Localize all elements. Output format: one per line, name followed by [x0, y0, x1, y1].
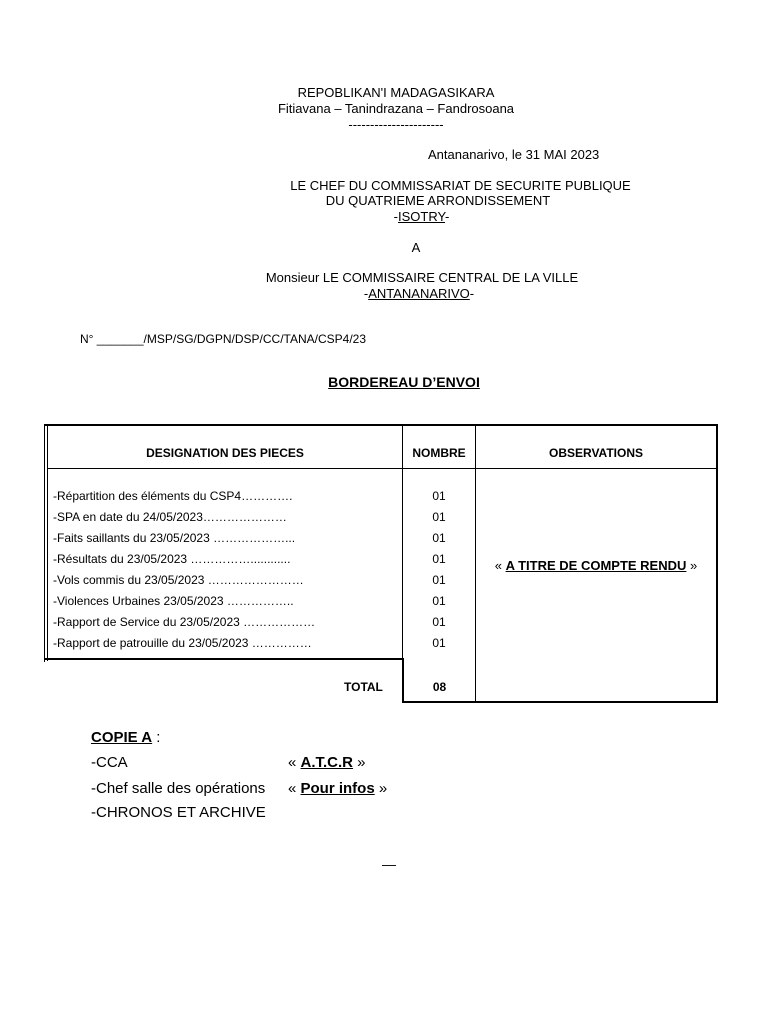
recipient-line-1: Monsieur LE COMMISSAIRE CENTRAL DE LA VILLE — [265, 270, 579, 285]
copies-title — [91, 729, 160, 746]
copy-item-label: -CHRONOS ET ARCHIVE — [91, 804, 266, 821]
copy-note-text: Pour infos — [300, 780, 375, 797]
row-nombre: 01 — [432, 594, 446, 608]
copy-note-open: « — [288, 780, 301, 797]
row-designation: -Résultats du 23/05/2023 ……………............ — [53, 552, 291, 566]
row-nombre: 01 — [432, 615, 446, 629]
total-value: 08 — [432, 680, 447, 694]
row-designation: -Vols commis du 23/05/2023 …………………… — [53, 573, 304, 587]
sender-place — [0, 209, 768, 224]
total-box-bottom — [402, 701, 718, 703]
sender-line-1: LE CHEF DU COMMISSARIAT DE SECURITE PUBLIQUE — [290, 178, 631, 193]
row-designation: -Faits saillants du 23/05/2023 ………………... — [53, 531, 296, 545]
document-title: BORDEREAU D’ENVOI — [328, 374, 480, 390]
row-nombre: 01 — [432, 489, 446, 503]
date-line: Antananarivo, le 31 MAI 2023 — [428, 147, 600, 162]
table-border-right — [716, 424, 718, 703]
table-border-top — [44, 424, 718, 426]
header-separator: ---------------------- — [348, 117, 444, 132]
row-designation: -Violences Urbaines 23/05/2023 …………….. — [53, 594, 294, 608]
header-designation: DESIGNATION DES PIECES — [146, 446, 304, 460]
row-designation: -Rapport de patrouille du 23/05/2023 …………… — [53, 636, 312, 650]
recipient-place-name: ANTANANARIVO — [368, 286, 470, 301]
footer-mark: — — [382, 856, 396, 872]
sender-line-2: DU QUATRIEME ARRONDISSEMENT — [325, 193, 551, 208]
copy-item-label: -Chef salle des opérations — [91, 780, 266, 797]
copy-note-close: » — [374, 780, 388, 797]
copy-item-note — [288, 754, 366, 771]
row-nombre: 01 — [432, 510, 446, 524]
national-motto: Fitiavana – Tanindrazana – Fandrosoana — [277, 101, 515, 116]
row-nombre: 01 — [432, 573, 446, 587]
to-word: A — [411, 240, 421, 255]
sender-place-suffix: - — [444, 209, 450, 224]
observation-text: A TITRE DE COMPTE RENDU — [505, 558, 687, 573]
total-label: TOTAL — [344, 680, 383, 694]
header-nombre: NOMBRE — [412, 446, 466, 460]
observation-open-quote: « — [494, 558, 506, 573]
reference-number: N° _______/MSP/SG/DGPN/DSP/CC/TANA/CSP4/23 — [80, 332, 367, 346]
sender-place-prefix: - — [393, 209, 399, 224]
table-body-bottom — [44, 658, 404, 660]
row-nombre: 01 — [432, 531, 446, 545]
row-designation: -Répartition des éléments du CSP4…………. — [53, 489, 293, 503]
copies-title-label: COPIE A — [91, 729, 153, 746]
copy-item-note — [288, 780, 387, 797]
copy-item-label: -CCA — [91, 754, 128, 771]
copy-note-open: « — [288, 754, 301, 771]
row-nombre: 01 — [432, 636, 446, 650]
recipient-place-prefix: - — [363, 286, 369, 301]
copy-note-text: A.T.C.R — [300, 754, 354, 771]
header-observations: OBSERVATIONS — [548, 446, 643, 460]
pieces-table — [44, 424, 718, 702]
recipient-place-suffix: - — [469, 286, 475, 301]
country-name: REPOBLIKAN'I MADAGASIKARA — [297, 85, 495, 100]
row-designation: -SPA en date du 24/05/2023………………… — [53, 510, 287, 524]
row-designation: -Rapport de Service du 23/05/2023 ……………… — [53, 615, 316, 629]
copies-title-suffix: : — [152, 729, 161, 746]
observation-close-quote: » — [686, 558, 698, 573]
observation-note — [476, 558, 716, 573]
recipient-place — [0, 286, 768, 301]
table-header-divider — [47, 468, 717, 469]
table-border-left-outer — [44, 424, 45, 662]
copy-note-close: » — [353, 754, 366, 771]
sender-place-name: ISOTRY — [398, 209, 445, 224]
row-nombre: 01 — [432, 552, 446, 566]
